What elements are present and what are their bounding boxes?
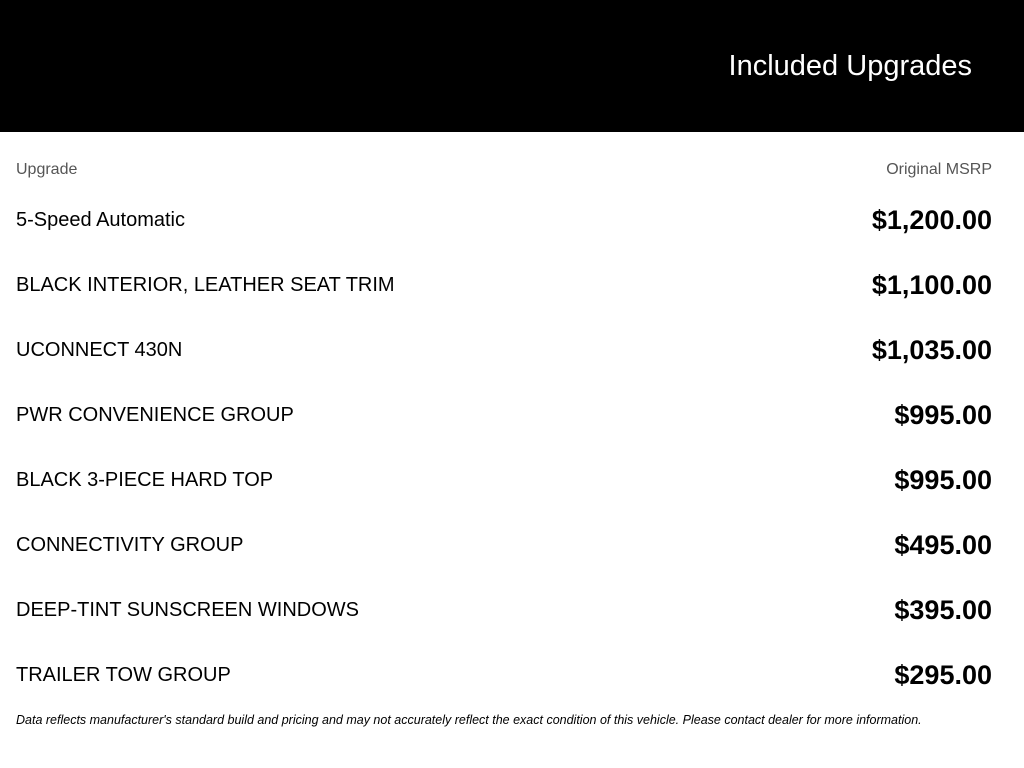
upgrade-name: DEEP-TINT SUNSCREEN WINDOWS bbox=[16, 599, 359, 621]
upgrade-price: $1,035.00 bbox=[871, 335, 992, 365]
table-row bbox=[16, 458, 992, 523]
upgrade-price: $295.00 bbox=[894, 660, 992, 690]
table-header bbox=[16, 158, 992, 182]
upgrades-table bbox=[16, 158, 992, 718]
page-title: Included Upgrades bbox=[728, 50, 972, 82]
upgrade-name: UCONNECT 430N bbox=[16, 339, 183, 361]
upgrade-name: TRAILER TOW GROUP bbox=[16, 664, 231, 686]
upgrade-price: $395.00 bbox=[894, 595, 992, 625]
table-row bbox=[16, 653, 992, 718]
page-header bbox=[0, 0, 1024, 132]
disclaimer-note: Data reflects manufacturer's standard build and pricing and may not accurately reflect the exact condition of this vehicle. Please contact dealer for more information. bbox=[16, 713, 922, 727]
table-row bbox=[16, 588, 992, 653]
upgrade-name: PWR CONVENIENCE GROUP bbox=[16, 404, 294, 426]
upgrade-price: $995.00 bbox=[894, 465, 992, 495]
upgrade-price: $1,100.00 bbox=[871, 270, 992, 300]
upgrade-price: $995.00 bbox=[894, 400, 992, 430]
upgrade-price: $1,200.00 bbox=[871, 205, 992, 235]
upgrade-name: BLACK 3-PIECE HARD TOP bbox=[16, 469, 274, 491]
table-row bbox=[16, 393, 992, 458]
table-row bbox=[16, 198, 992, 263]
upgrade-name: CONNECTIVITY GROUP bbox=[16, 534, 244, 556]
table-body bbox=[16, 198, 992, 718]
upgrade-name: BLACK INTERIOR, LEATHER SEAT TRIM bbox=[16, 274, 395, 296]
column-header-msrp: Original MSRP bbox=[886, 161, 992, 178]
upgrade-price: $495.00 bbox=[894, 530, 992, 560]
table-row bbox=[16, 263, 992, 328]
table-row bbox=[16, 523, 992, 588]
table-row bbox=[16, 328, 992, 393]
column-header-upgrade: Upgrade bbox=[16, 161, 78, 178]
upgrade-name: 5-Speed Automatic bbox=[16, 209, 185, 231]
